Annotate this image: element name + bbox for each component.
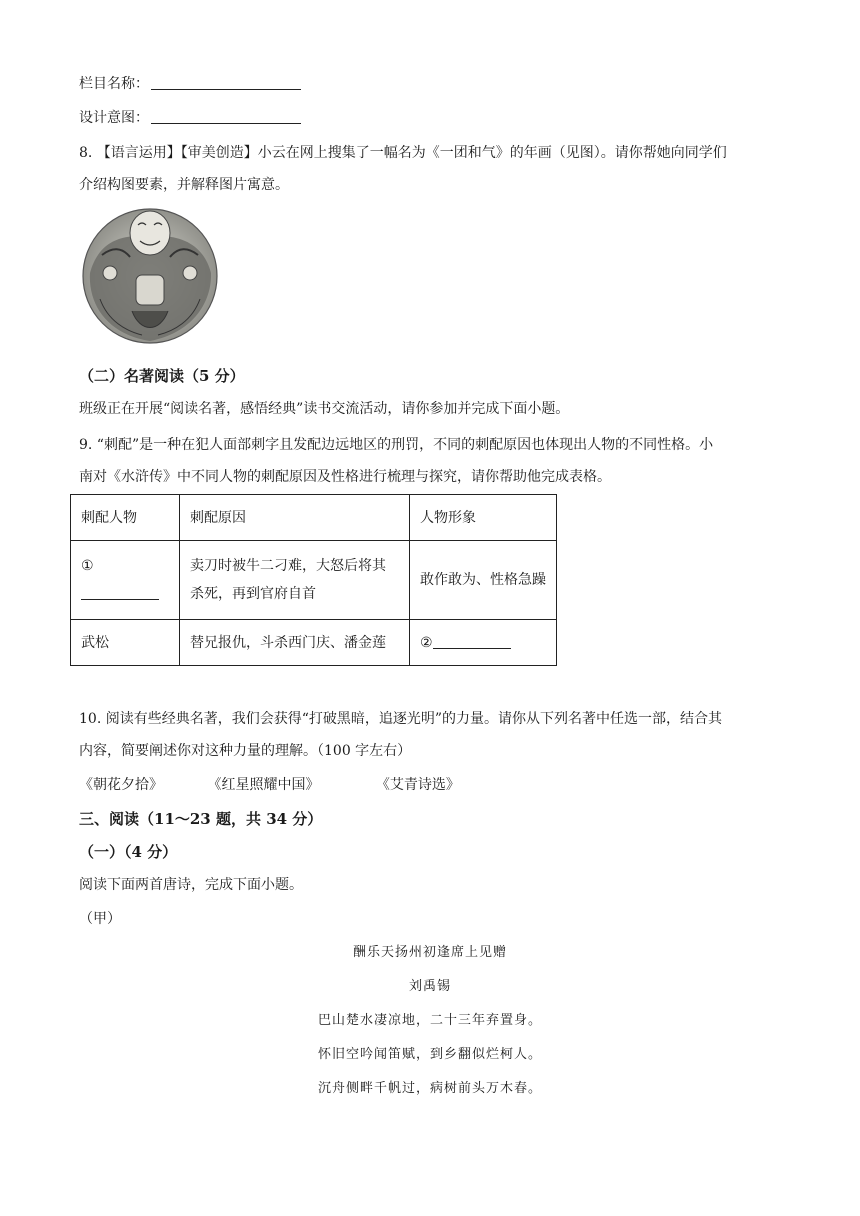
answer-blank-1 bbox=[81, 585, 159, 600]
q9-text-line1: 9. “刺配”是一种在犯人面部刺字且发配边远地区的刑罚，不同的刺配原因也体现出人物的不同性格。小 bbox=[79, 437, 714, 453]
q9-text-line2: 南对《水浒传》中不同人物的刺配原因及性格进行梳理与探究，请你帮助他完成表格。 bbox=[79, 469, 611, 485]
table-header-row bbox=[71, 495, 557, 541]
column-name-blank bbox=[151, 75, 301, 90]
design-intent-label: 设计意图： bbox=[79, 110, 149, 126]
section2-heading: （二）名著阅读（5 分） bbox=[79, 367, 245, 385]
section3-intro: 阅读下面两首唐诗，完成下面小题。 bbox=[79, 877, 303, 893]
q9-table bbox=[70, 494, 557, 666]
design-intent-line bbox=[79, 108, 301, 128]
column-name-label: 栏目名称： bbox=[79, 76, 149, 92]
table-cell-reason bbox=[180, 541, 410, 620]
blank-marker-2: ② bbox=[420, 634, 433, 651]
poem-line: 沉舟侧畔千帆过，病树前头万木春。 bbox=[317, 1081, 542, 1096]
table-row bbox=[71, 620, 557, 666]
reason-line2: 杀死，再到官府自首 bbox=[190, 586, 316, 602]
q8-text-line1: 8. 【语言运用】【审美创造】小云在网上搜集了一幅名为《一团和气》的年画（见图）。请你帮她向同学们 bbox=[79, 145, 727, 161]
poem-label-jia: （甲） bbox=[79, 911, 121, 927]
table-row bbox=[71, 541, 557, 620]
table-cell-person-blank bbox=[71, 541, 180, 620]
table-cell-reason: 替兄报仇，斗杀西门庆、潘金莲 bbox=[180, 620, 410, 666]
table-header-reason: 刺配原因 bbox=[180, 495, 410, 541]
q10-text-line1: 10. 阅读有些经典名著，我们会获得“打破黑暗，追逐光明”的力量。请你从下列名著中任选一部，结合其 bbox=[79, 711, 723, 727]
reason-line1: 卖刀时被牛二刁难，大怒后将其 bbox=[190, 558, 386, 574]
table-cell-person: 武松 bbox=[71, 620, 180, 666]
q8-text-line2: 介绍构图要素，并解释图片寓意。 bbox=[79, 177, 289, 193]
section3-subheading: （一）（4 分） bbox=[79, 843, 178, 861]
book-item: 《朝花夕拾》 bbox=[79, 777, 163, 793]
table-header-image: 人物形象 bbox=[410, 495, 557, 541]
book-item: 《艾青诗选》 bbox=[375, 777, 460, 793]
book-item: 《红星照耀中国》 bbox=[207, 777, 320, 793]
poem-line: 怀旧空吟闻笛赋，到乡翻似烂柯人。 bbox=[317, 1047, 542, 1062]
table-cell-image-blank bbox=[410, 620, 557, 666]
section2-intro: 班级正在开展“阅读名著，感悟经典”读书交流活动，请你参加并完成下面小题。 bbox=[79, 401, 570, 417]
poem-line: 巴山楚水凄凉地，二十三年弃置身。 bbox=[317, 1013, 542, 1028]
blank-marker-1: ① bbox=[81, 558, 94, 574]
answer-blank-2 bbox=[433, 634, 511, 649]
section3-heading: 三、阅读（11～23 题，共 34 分） bbox=[79, 810, 323, 828]
q10-text-line2: 内容，简要阐述你对这种力量的理解。（100 字左右） bbox=[79, 743, 412, 759]
new-year-painting-image bbox=[80, 203, 220, 345]
column-name-line bbox=[79, 74, 301, 94]
table-cell-image: 敢作敢为、性格急躁 bbox=[410, 541, 557, 620]
poem-title: 酬乐天扬州初逢席上见赠 bbox=[352, 945, 507, 960]
book-list bbox=[79, 775, 460, 795]
design-intent-blank bbox=[151, 109, 301, 124]
table-header-person: 刺配人物 bbox=[71, 495, 180, 541]
poem-author: 刘禹锡 bbox=[408, 979, 451, 994]
